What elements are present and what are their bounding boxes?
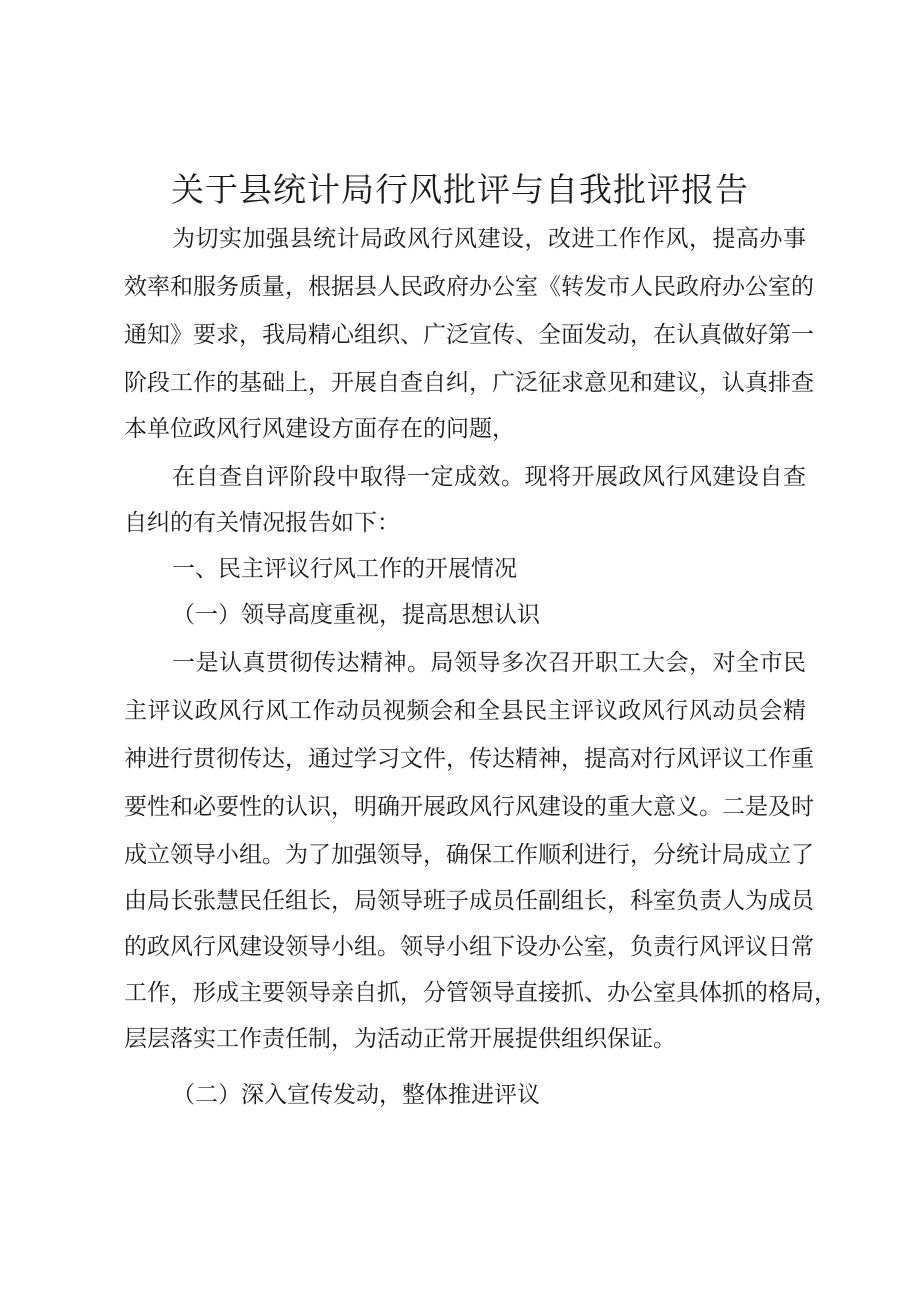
paragraph-line: 为切实加强县统计局政风行风建设，改进工作作风，提高办事 bbox=[172, 226, 806, 252]
paragraph-line: 效率和服务质量，根据县人民政府办公室《转发市人民政府办公室的 bbox=[124, 274, 814, 300]
paragraph-line: 成立领导小组。为了加强领导，确保工作顺利进行，分统计局成立了 bbox=[124, 842, 814, 868]
paragraph-line: 在自查自评阶段中取得一定成效。现将开展政风行风建设自查 bbox=[172, 464, 806, 490]
paragraph-line: 通知》要求，我局精心组织、广泛宣传、全面发动，在认真做好第一 bbox=[124, 322, 814, 348]
paragraph-line: 主评议政风行风工作动员视频会和全县民主评议政风行风动员会精 bbox=[124, 698, 806, 724]
paragraph-line: 工作，形成主要领导亲自抓，分管领导直接抓、办公室具体抓的格局， bbox=[124, 980, 837, 1006]
paragraph-line: 由局长张慧民任组长，局领导班子成员任副组长，科室负责人为成员 bbox=[124, 888, 814, 914]
document-title: 关于县统计局行风批评与自我批评报告 bbox=[171, 170, 749, 209]
paragraph-line: 层层落实工作责任制，为活动正常开展提供组织保证。 bbox=[124, 1026, 676, 1052]
subsection-heading: （一）领导高度重视，提高思想认识 bbox=[172, 602, 540, 628]
paragraph-line: 要性和必要性的认识，明确开展政风行风建设的重大意义。二是及时 bbox=[124, 794, 814, 820]
section-heading: 一、民主评议行风工作的开展情况 bbox=[172, 556, 517, 582]
paragraph-line: 本单位政风行风建设方面存在的问题， bbox=[124, 416, 515, 442]
paragraph-line: 自纠的有关情况报告如下： bbox=[124, 510, 400, 536]
subsection-heading: （二）深入宣传发动，整体推进评议 bbox=[172, 1082, 540, 1108]
paragraph-line: 的政风行风建设领导小组。领导小组下设办公室，负责行风评议日常 bbox=[124, 934, 814, 960]
paragraph-line: 阶段工作的基础上，开展自查自纠，广泛征求意见和建议，认真排查 bbox=[124, 370, 814, 396]
paragraph-line: 神进行贯彻传达，通过学习文件，传达精神，提高对行风评议工作重 bbox=[124, 746, 814, 772]
paragraph-line: 一是认真贯彻传达精神。局领导多次召开职工大会，对全市民 bbox=[172, 650, 806, 676]
